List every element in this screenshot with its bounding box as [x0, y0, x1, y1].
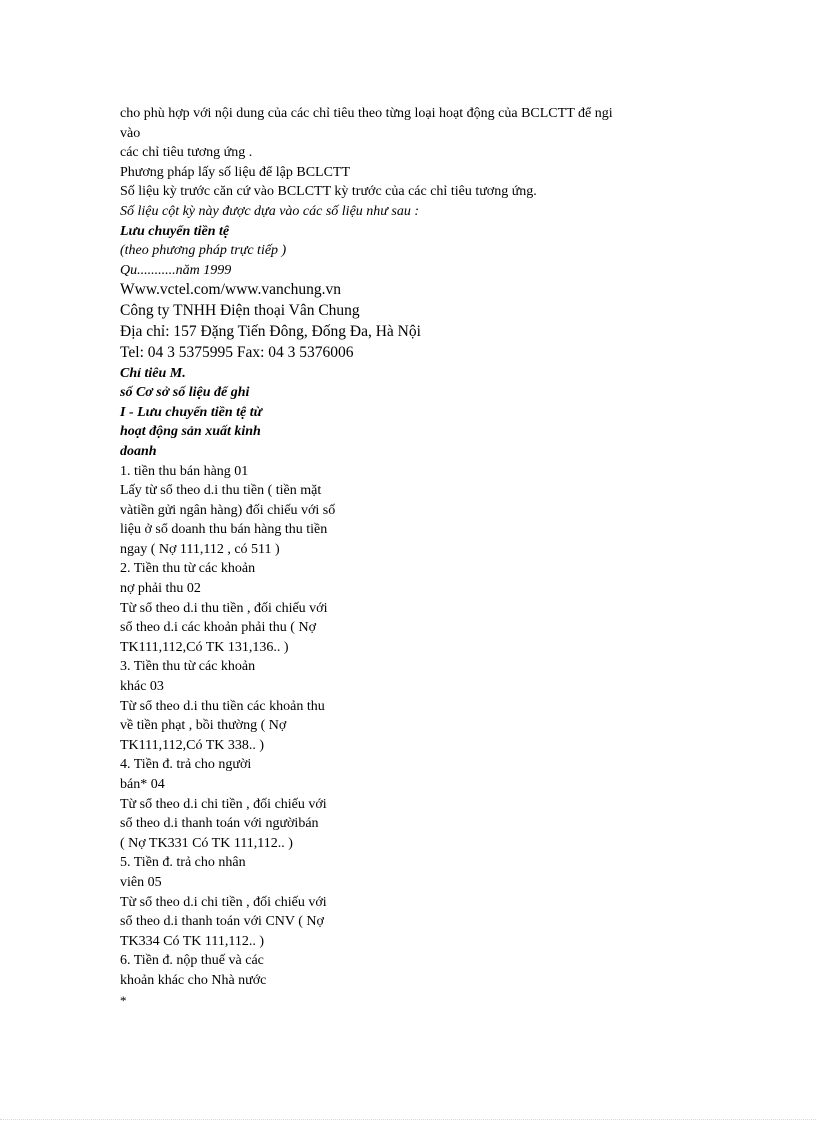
item-line: 4. Tiền đ. trả cho người	[120, 757, 252, 773]
item-cash-paid-to-employees	[120, 853, 720, 951]
item-cash-from-receivables	[120, 559, 720, 657]
item-line: bán* 04	[120, 777, 165, 792]
section-heading: hoạt động sản xuất kinh	[120, 424, 261, 440]
item-line: 6. Tiền đ. nộp thuế và các	[120, 953, 264, 969]
item-line: TK111,112,Có TK 338.. )	[120, 737, 265, 753]
intro-line: vào	[120, 125, 141, 141]
company-website: Www.vctel.com/www.vanchung.vn	[120, 281, 341, 299]
item-line: TK334 Có TK 111,112.. )	[120, 933, 265, 949]
report-title: Lưu chuyển tiền tệ	[120, 223, 230, 239]
item-line: sổ theo d.i thanh toán với ngườibán	[120, 816, 319, 832]
intro-line: các chỉ tiêu tương ứng .	[120, 145, 253, 161]
column-header: Chỉ tiêu M.	[120, 365, 186, 381]
item-line: khoản khác cho Nhà nước	[120, 972, 267, 988]
item-line: nợ phải thu 02	[120, 581, 201, 597]
item-line: Từ sổ theo d.i thu tiền , đối chiếu với	[120, 600, 328, 616]
item-line: 3. Tiền thu từ các khoản	[120, 659, 256, 675]
trailing-mark: *	[120, 992, 127, 1008]
report-period: Qu...........năm 1999	[120, 262, 232, 278]
item-line: 5. Tiền đ. trả cho nhân	[120, 855, 246, 871]
item-taxes-paid	[120, 951, 720, 990]
item-cash-from-other	[120, 657, 720, 755]
intro-line: Phương pháp lấy số liệu để lập BCLCTT	[120, 164, 351, 180]
item-line: Từ sổ theo d.i chi tiền , đối chiếu với	[120, 894, 327, 910]
item-line: về tiền phạt , bồi thường ( Nợ	[120, 718, 287, 734]
item-line: 1. tiền thu bán hàng 01	[120, 463, 249, 479]
item-line: TK111,112,Có TK 131,136.. )	[120, 639, 289, 655]
item-line: ( Nợ TK331 Có TK 111,112.. )	[120, 835, 293, 851]
item-line: Lấy từ sổ theo d.i thu tiền ( tiền mặt	[120, 483, 322, 499]
item-cash-from-sales	[120, 462, 720, 560]
page-bottom-rule	[0, 1119, 816, 1120]
item-cash-paid-to-sellers	[120, 755, 720, 853]
item-line: sổ theo d.i thanh toán với CNV ( Nợ	[120, 914, 324, 930]
item-line: viên 05	[120, 874, 162, 890]
section-heading: I - Lưu chuyển tiền tệ từ	[120, 404, 262, 420]
item-line: liệu ở sổ doanh thu bán hàng thu tiền	[120, 522, 328, 538]
intro-line: cho phù hợp với nội dung của các chỉ tiêu theo từng loại hoạt động của BCLCTT để ngi	[120, 106, 613, 121]
report-subtitle: (theo phương pháp trực tiếp )	[120, 243, 287, 259]
item-line: Từ sổ theo d.i chi tiền , đối chiếu với	[120, 796, 327, 812]
company-phone: Tel: 04 3 5375995 Fax: 04 3 5376006	[120, 343, 354, 361]
item-line: vàtiền gửi ngân hàng) đối chiếu với số	[120, 502, 336, 518]
company-address: Địa chỉ: 157 Đặng Tiến Đông, Đống Đa, Hà Nội	[120, 322, 421, 340]
column-header: số Cơ sở số liệu để ghi	[120, 385, 250, 401]
company-name: Công ty TNHH Điện thoại Vân Chung	[120, 302, 360, 320]
document-page	[120, 104, 720, 1010]
item-line: khác 03	[120, 679, 164, 695]
item-line: ngay ( Nợ 111,112 , có 511 )	[120, 541, 280, 557]
item-line: sổ theo d.i các khoản phải thu ( Nợ	[120, 620, 316, 636]
italic-note: Số liệu cột kỳ này được dựa vào các số liệu như sau :	[120, 203, 420, 219]
item-line: 2. Tiền thu từ các khoản	[120, 561, 256, 577]
intro-line: Số liệu kỳ trước căn cứ vào BCLCTT kỳ trước của các chỉ tiêu tương ứng.	[120, 184, 537, 200]
item-line: Từ sổ theo d.i thu tiền các khoản thu	[120, 698, 325, 714]
section-heading: doanh	[120, 443, 157, 459]
